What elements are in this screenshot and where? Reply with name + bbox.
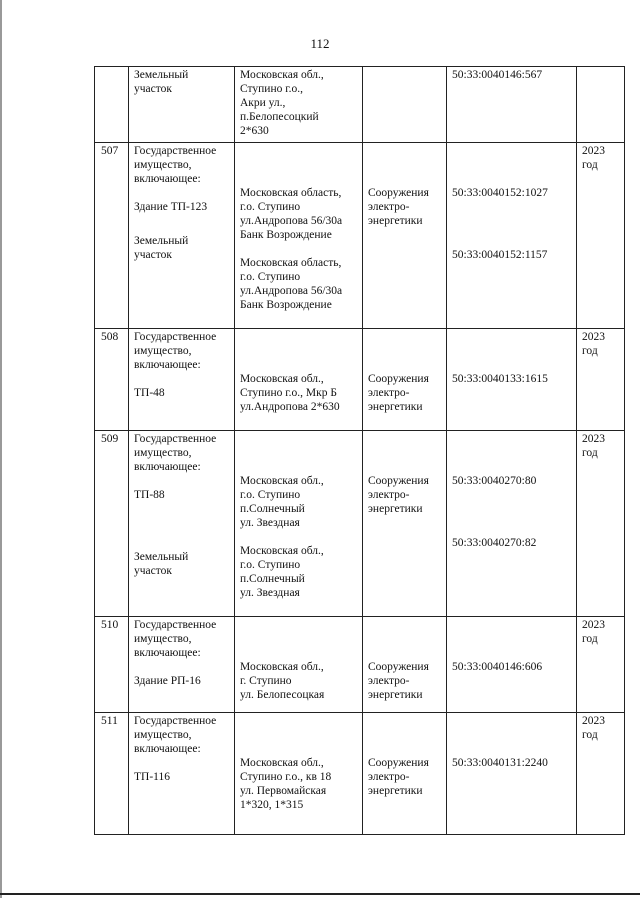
purpose-cell [363, 143, 447, 329]
year-cell [577, 67, 625, 143]
sub-item-address: Московская обл., Ступино г.о., Мкр Б ул.Андропова 2*630 [240, 373, 340, 413]
purpose-cell [363, 431, 447, 617]
year-cell: 2023 год [577, 617, 625, 713]
address-cell [235, 617, 363, 713]
sub-item-address: Московская область, г.о. Ступино ул.Андропова 56/30а Банк Возрождение [240, 187, 343, 241]
sub-item-address: Московская обл., г.о. Ступино п.Солнечный ул. Звездная [240, 545, 324, 599]
sub-item-cadastral: 50:33:0040270:82 [452, 537, 537, 549]
property-registry-table [94, 66, 625, 835]
sub-item-purpose: Сооружения электро- энергетики [368, 373, 429, 413]
table-row-entry-511 [95, 713, 625, 835]
cadastral-number-cell: 50:33:0040146:567 [447, 67, 577, 143]
entry-number-cell: 508 [95, 329, 129, 431]
year-cell: 2023 год [577, 143, 625, 329]
sub-item-cadastral: 50:33:0040131:2240 [452, 757, 548, 769]
address-cell: Московская обл., Ступино г.о., Акри ул., п.Белопесоцкий 2*630 [235, 67, 363, 143]
cadastral-number-cell [447, 713, 577, 835]
property-name-cell: Государственное имущество, включающее: ТП-116 [129, 713, 235, 835]
purpose-cell [363, 329, 447, 431]
address-cell [235, 431, 363, 617]
table-row-entry-507 [95, 143, 625, 329]
purpose-cell [363, 713, 447, 835]
sub-item-cadastral: 50:33:0040152:1027 [452, 187, 548, 199]
address-cell [235, 713, 363, 835]
sub-item-address: Московская область, г.о. Ступино ул.Андропова 56/30а Банк Возрождение [240, 257, 343, 311]
purpose-cell [363, 617, 447, 713]
sub-item-name: ТП-88 [134, 489, 165, 501]
table-row-entry-509 [95, 431, 625, 617]
sub-item-address: Московская обл., г. Ступино ул. Белопесоцкая [240, 661, 325, 701]
entry-number-cell: 509 [95, 431, 129, 617]
cadastral-number-cell [447, 431, 577, 617]
sub-item-cadastral: 50:33:0040146:606 [452, 661, 543, 673]
sub-item-name: Земельный участок [134, 551, 189, 577]
sub-item-purpose: Сооружения электро- энергетики [368, 475, 429, 515]
sub-item-name: ТП-48 [134, 387, 165, 399]
entry-number-cell: 510 [95, 617, 129, 713]
sub-item-name: ТП-116 [134, 771, 170, 783]
cadastral-number-cell [447, 143, 577, 329]
entry-number-cell [95, 67, 129, 143]
address-cell [235, 329, 363, 431]
sub-item-purpose: Сооружения электро- энергетики [368, 187, 429, 227]
property-name-cell: Государственное имущество, включающее: Здание ТП-123 Земельный участок [129, 143, 235, 329]
page-number: 112 [310, 36, 330, 51]
sub-item-cadastral: 50:33:0040270:80 [452, 475, 537, 487]
sub-item-purpose: Сооружения электро- энергетики [368, 661, 429, 701]
sub-item-name: Земельный участок [134, 235, 189, 261]
purpose-cell [363, 67, 447, 143]
property-name-cell: Государственное имущество, включающее: ТП-88 Земельный участок [129, 431, 235, 617]
sub-item-cadastral: 50:33:0040152:1157 [452, 249, 548, 261]
table-row-entry-508 [95, 329, 625, 431]
entry-number-cell: 511 [95, 713, 129, 835]
sub-item-address: Московская обл., Ступино г.о., кв 18 ул. Первомайская 1*320, 1*315 [240, 757, 332, 811]
year-cell: 2023 год [577, 329, 625, 431]
year-cell: 2023 год [577, 431, 625, 617]
sub-item-cadastral: 50:33:0040133:1615 [452, 373, 548, 385]
entry-number-cell: 507 [95, 143, 129, 329]
table-row-entry-510 [95, 617, 625, 713]
cadastral-number-cell [447, 617, 577, 713]
sub-item-name: Здание ТП-123 [134, 201, 208, 213]
page-edge-shadow [0, 0, 2, 898]
address-cell [235, 143, 363, 329]
sub-item-purpose: Сооружения электро- энергетики [368, 757, 429, 797]
sub-item-name: Здание РП-16 [134, 675, 201, 687]
year-cell: 2023 год [577, 713, 625, 835]
property-name-cell: Государственное имущество, включающее: ТП-48 [129, 329, 235, 431]
property-name-cell: Земельный участок [129, 67, 235, 143]
table-row [95, 67, 625, 143]
sub-item-address: Московская обл., г.о. Ступино п.Солнечный ул. Звездная [240, 475, 324, 529]
scan-bottom-edge [0, 893, 640, 895]
cadastral-number-cell [447, 329, 577, 431]
property-name-cell: Государственное имущество, включающее: Здание РП-16 [129, 617, 235, 713]
